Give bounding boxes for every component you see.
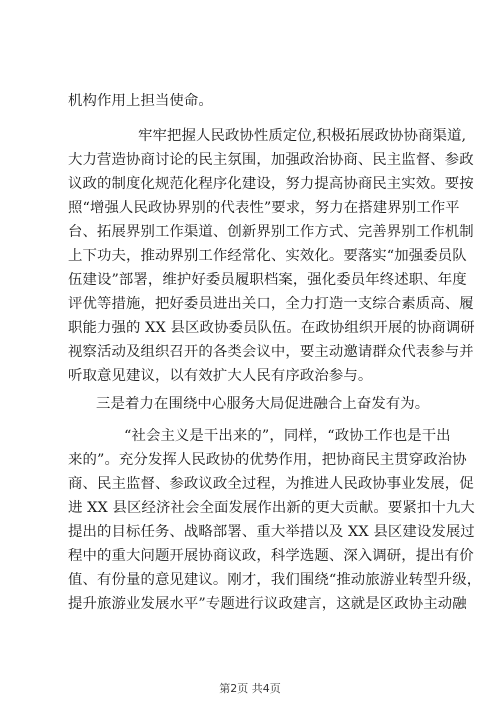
text-line: 台、拓展界别工作渠道、创新界别工作方式、完善界别工作机制 [68, 224, 474, 240]
text-line: 听取意见建议，以有效扩大人民有序政治参与。 [68, 368, 373, 384]
text-line: 伍建设”部署，维护好委员履职档案，强化委员年终述职、年度 [68, 272, 467, 288]
text-line: 上下功夫，推动界别工作经常化、实效化。要落实“加强委员队 [68, 248, 467, 264]
text-line: 三是着力在围绕中心服务大局促进融合上奋发有为。 [96, 396, 430, 412]
text-line: 照“增强人民政协界别的代表性”要求，努力在搭建界别工作平 [68, 200, 460, 216]
text-line: 提出的目标任务、战略部署、重大举措以及 XX 县区建设发展过 [68, 524, 475, 540]
text-line: “社会主义是干出来的”，同样，“政协工作也是干出 [124, 428, 451, 444]
text-line: 视察活动及组织召开的各类会议中，要主动邀请群众代表参与并 [68, 344, 474, 360]
text-line: 评优等措施，把好委员进出关口，全力打造一支综合素质高、履 [68, 296, 474, 312]
text-line: 程中的重大问题开展协商议政，科学选题、深入调研，提出有价 [68, 548, 474, 564]
text-line: 进 XX 县区经济社会全面发展作出新的更大贡献。要紧扣十九大 [68, 500, 475, 516]
page-number-footer: 第2页 共4页 [219, 682, 281, 695]
text-line: 提升旅游业发展水平”专题进行议政建言，这就是区政协主动融 [68, 596, 467, 612]
text-line: 大力营造协商讨论的民主氛围，加强政治协商、民主监督、参政 [68, 152, 474, 168]
text-line: 来的”。充分发挥人民政协的优势作用，把协商民主贯穿政治协 [68, 452, 467, 468]
text-line: 机构作用上担当使命。 [68, 93, 213, 109]
text-line: 职能力强的 XX 县区政协委员队伍。在政协组织开展的协商调研 [68, 320, 475, 336]
text-line: 商、民主监督、参政议政全过程，为推进人民政协事业发展，促 [68, 476, 474, 492]
text-line: 值、有份量的意见建议。刚才，我们围绕“推动旅游业转型升级， [68, 572, 482, 588]
text-line: 牢牢把握人民政协性质定位,积极拓展政协协商渠道, [138, 128, 467, 144]
text-line: 议政的制度化规范化程序化建设，努力提高协商民主实效。要按 [68, 176, 474, 192]
